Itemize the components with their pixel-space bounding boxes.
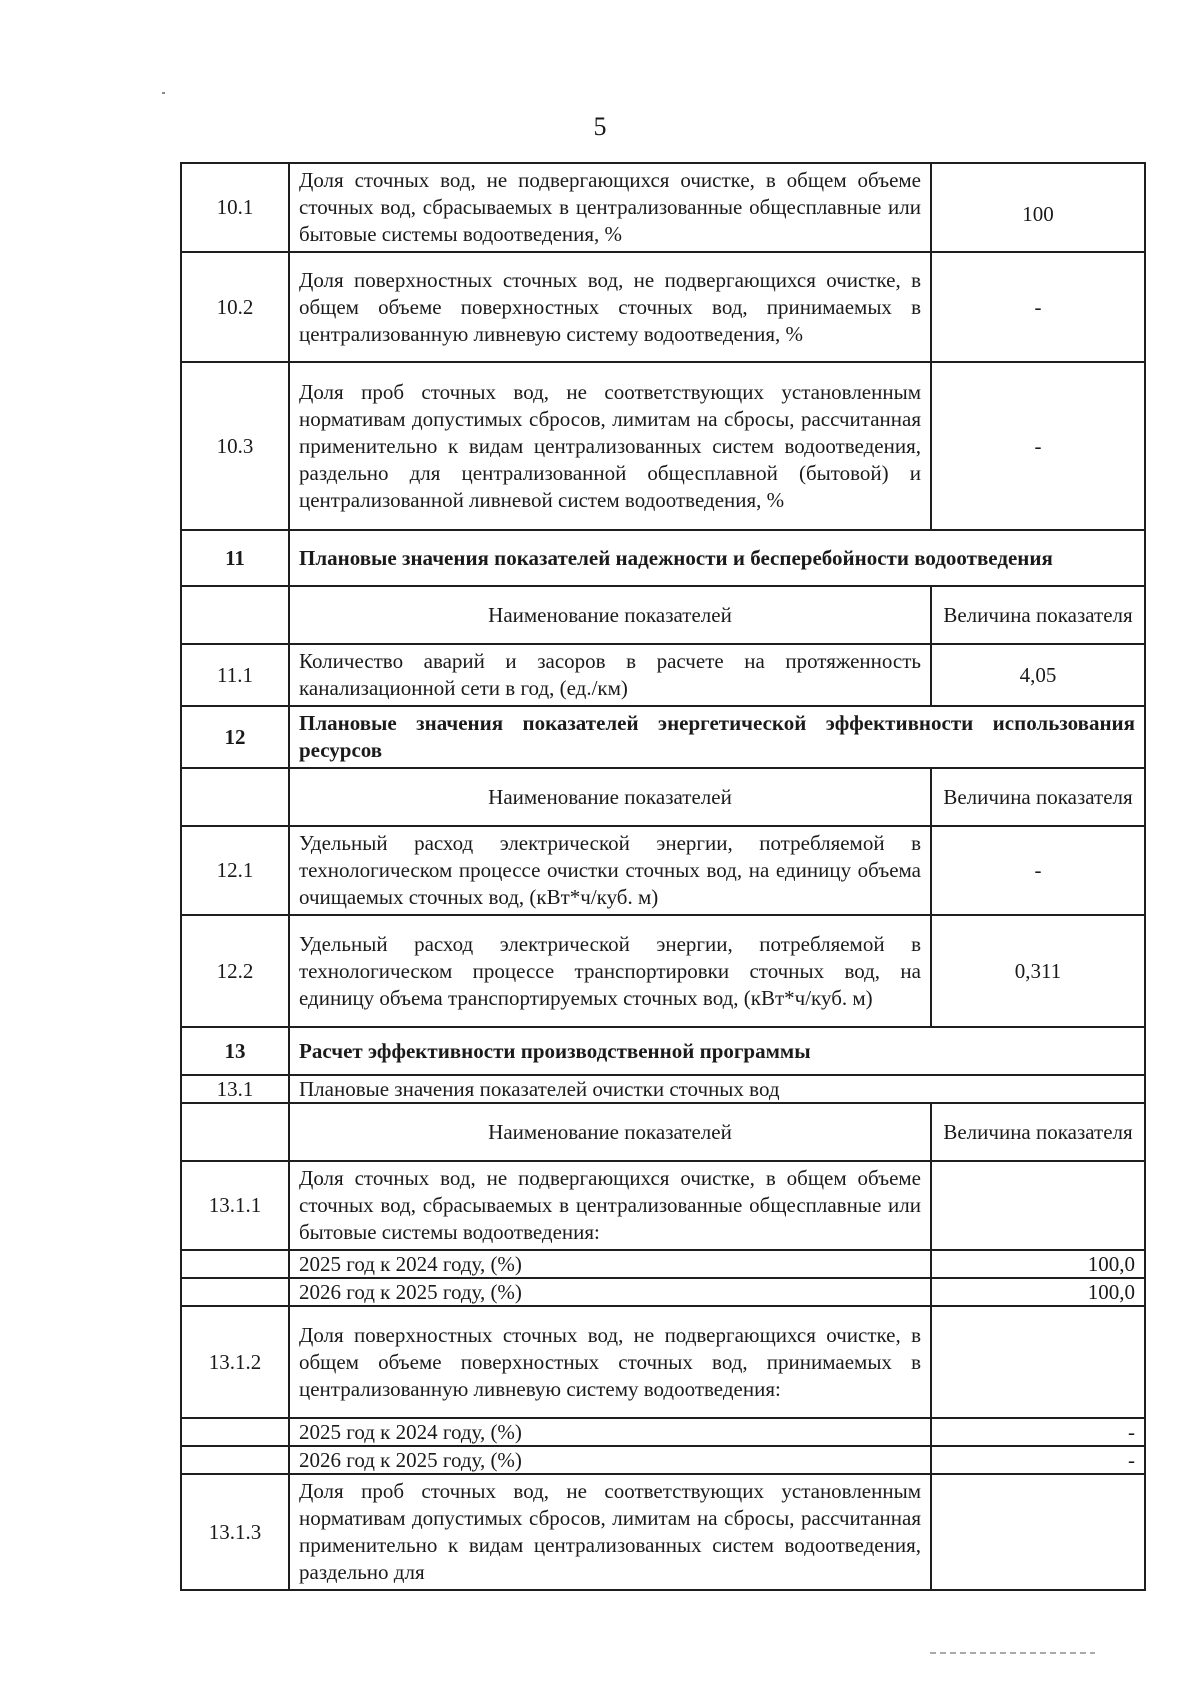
table-row <box>181 1446 1145 1474</box>
section-row <box>181 1027 1145 1075</box>
row-description: Количество аварий и засоров в расчете на протяженность канализационной сети в год, (ед./км) <box>289 644 931 706</box>
row-value: 100,0 <box>931 1250 1145 1278</box>
section-number: 13 <box>181 1027 289 1075</box>
section-title: Расчет эффективности производственной программы <box>289 1027 1145 1075</box>
table-row <box>181 915 1145 1027</box>
table-row <box>181 163 1145 252</box>
row-description: Доля проб сточных вод, не соответствующих установленным нормативам допустимых сбросов, лимитам на сбросы, рассчитанная применительно к видам централизованных систем водоотведения, раздельно для централизованной общесплавной (бытовой) и централизованной ливневой систем водоотведения, % <box>289 362 931 530</box>
indicator-name-header: Наименование показателей <box>289 586 931 644</box>
empty-cell <box>181 1418 289 1446</box>
empty-cell <box>181 1250 289 1278</box>
row-number: 13.1.2 <box>181 1306 289 1418</box>
table-row <box>181 1474 1145 1590</box>
row-description: Доля поверхностных сточных вод, не подвергающихся очистке, в общем объеме поверхностных сточных вод, принимаемых в централизованную ливневую систему водоотведения: <box>289 1306 931 1418</box>
row-value: 100 <box>931 163 1145 252</box>
section-title: Плановые значения показателей энергетической эффективности использования ресурсов <box>289 706 1145 768</box>
row-number: 13.1.3 <box>181 1474 289 1590</box>
row-value: - <box>931 362 1145 530</box>
row-number: 10.3 <box>181 362 289 530</box>
indicator-value-header: Величина показателя <box>931 1103 1145 1161</box>
row-value: - <box>931 1418 1145 1446</box>
section-number: 12 <box>181 706 289 768</box>
row-description: Удельный расход электрической энергии, потребляемой в технологическом процессе очистки сточных вод, на единицу объема очищаемых сточных вод, (кВт*ч/куб. м) <box>289 826 931 915</box>
row-value: 0,311 <box>931 915 1145 1027</box>
column-header-row <box>181 1103 1145 1161</box>
page-number: 5 <box>593 112 607 141</box>
row-period: 2025 год к 2024 году, (%) <box>289 1250 931 1278</box>
table-row <box>181 1161 1145 1250</box>
scan-artifact-line <box>930 1652 1095 1654</box>
row-description: Доля проб сточных вод, не соответствующих установленным нормативам допустимых сбросов, лимитам на сбросы, рассчитанная применительно к видам централизованных систем водоотведения, раздельно для <box>289 1474 931 1590</box>
indicator-value-header: Величина показателя <box>931 768 1145 826</box>
empty-cell <box>931 1474 1145 1590</box>
empty-cell <box>181 1278 289 1306</box>
empty-cell <box>181 1446 289 1474</box>
subsection-title: Плановые значения показателей очистки сточных вод <box>289 1075 1145 1103</box>
table-row <box>181 1306 1145 1418</box>
section-row <box>181 706 1145 768</box>
table-row <box>181 1278 1145 1306</box>
row-number: 10.1 <box>181 163 289 252</box>
empty-cell <box>931 1306 1145 1418</box>
table-row <box>181 362 1145 530</box>
empty-cell <box>181 768 289 826</box>
row-value: - <box>931 1446 1145 1474</box>
indicator-value-header: Величина показателя <box>931 586 1145 644</box>
empty-cell <box>931 1161 1145 1250</box>
row-number: 12.2 <box>181 915 289 1027</box>
row-value: - <box>931 826 1145 915</box>
row-number: 13.1.1 <box>181 1161 289 1250</box>
empty-cell <box>181 1103 289 1161</box>
subsection-number: 13.1 <box>181 1075 289 1103</box>
table-row <box>181 1418 1145 1446</box>
row-number: 10.2 <box>181 252 289 362</box>
row-description: Удельный расход электрической энергии, потребляемой в технологическом процессе транспортировки сточных вод, на единицу объема транспортируемых сточных вод, (кВт*ч/куб. м) <box>289 915 931 1027</box>
row-value: 4,05 <box>931 644 1145 706</box>
table-row <box>181 1250 1145 1278</box>
column-header-row <box>181 768 1145 826</box>
empty-cell <box>181 586 289 644</box>
table-row <box>181 252 1145 362</box>
column-header-row <box>181 586 1145 644</box>
row-description: Доля сточных вод, не подвергающихся очистке, в общем объеме сточных вод, сбрасываемых в централизованные общесплавные или бытовые системы водоотведения: <box>289 1161 931 1250</box>
row-period: 2026 год к 2025 году, (%) <box>289 1278 931 1306</box>
row-period: 2026 год к 2025 году, (%) <box>289 1446 931 1474</box>
row-number: 11.1 <box>181 644 289 706</box>
table-row <box>181 826 1145 915</box>
scan-speck <box>162 92 165 94</box>
section-row <box>181 530 1145 586</box>
row-value: - <box>931 252 1145 362</box>
row-description: Доля сточных вод, не подвергающихся очистке, в общем объеме сточных вод, сбрасываемых в централизованные общесплавные или бытовые системы водоотведения, % <box>289 163 931 252</box>
indicators-table <box>180 162 1146 1591</box>
row-description: Доля поверхностных сточных вод, не подвергающихся очистке, в общем объеме поверхностных сточных вод, принимаемых в централизованную ливневую систему водоотведения, % <box>289 252 931 362</box>
indicator-name-header: Наименование показателей <box>289 1103 931 1161</box>
subsection-row <box>181 1075 1145 1103</box>
section-title: Плановые значения показателей надежности и бесперебойности водоотведения <box>289 530 1145 586</box>
row-number: 12.1 <box>181 826 289 915</box>
row-period: 2025 год к 2024 году, (%) <box>289 1418 931 1446</box>
row-value: 100,0 <box>931 1278 1145 1306</box>
table-row <box>181 644 1145 706</box>
indicator-name-header: Наименование показателей <box>289 768 931 826</box>
section-number: 11 <box>181 530 289 586</box>
